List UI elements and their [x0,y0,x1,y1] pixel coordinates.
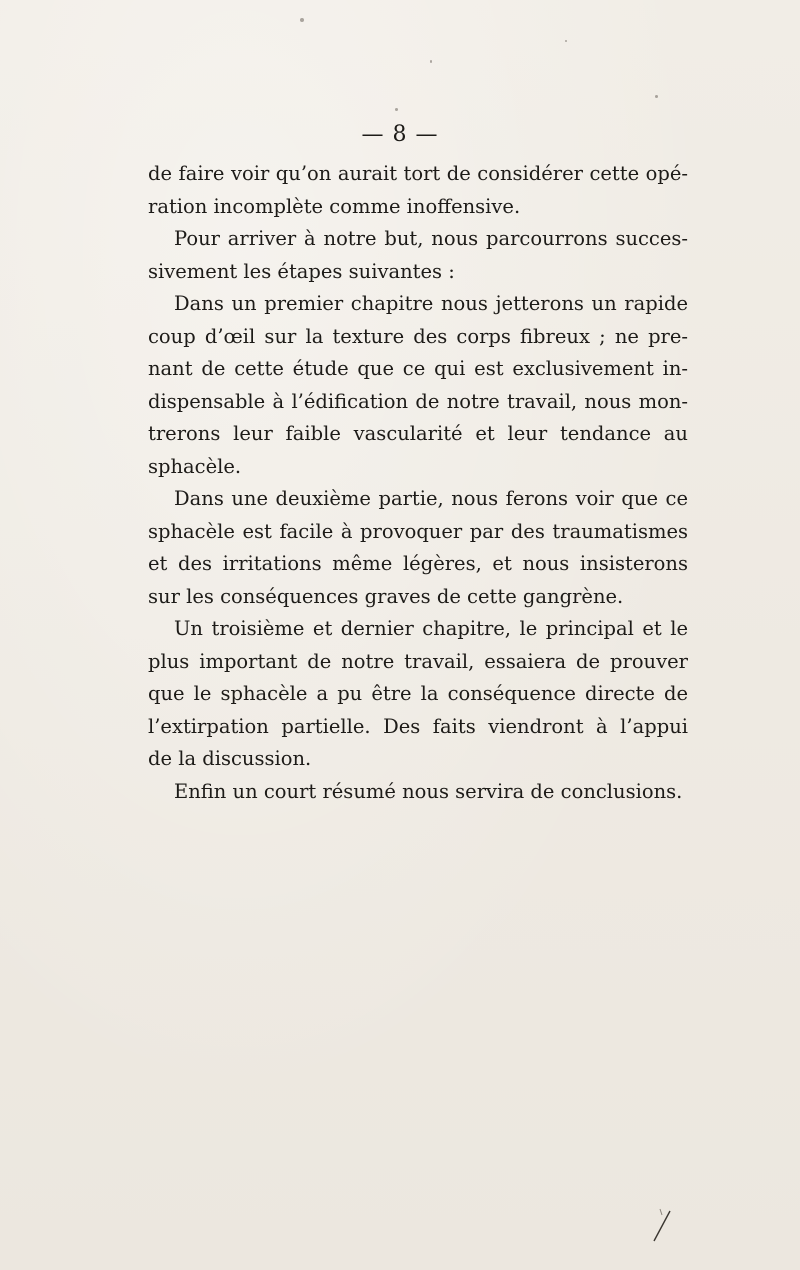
paper-speck [395,108,398,111]
text-line: coup d’œil sur la texture des corps fibreux ; ne pre- [148,324,688,348]
text-line: et des irritations même légères, et nous insisterons [148,552,688,575]
body-text [148,158,688,808]
pencil-mark [640,1205,680,1245]
text-line: nant de cette étude que ce qui est exclusivement in- [148,357,688,380]
text-line: Un troisième et dernier chapitre, le principal et le [174,617,688,640]
page-number: — 8 — [361,122,439,147]
text-line: que le sphacèle a pu être la conséquence directe de [148,682,688,705]
paper-speck [300,18,304,22]
text-line: l’extirpation partielle. Des faits viendront à l’appui [148,714,688,738]
text-line: Pour arriver à notre but, nous parcourrons succes- [174,227,688,250]
text-line: plus important de notre travail, essaiera de prouver [148,649,688,673]
text-line: sur les conséquences graves de cette gangrène. [148,584,624,608]
text-line: sivement les étapes suivantes : [148,259,455,283]
text-line: dispensable à l’édification de notre travail, nous mon- [148,389,688,413]
text-line: ration incomplète comme inoffensive. [148,194,521,218]
paper-speck [655,95,658,98]
text-line: Dans un premier chapitre nous jetterons un rapide [174,292,688,315]
paper-speck [430,60,432,63]
text-line: sphacèle est facile à provoquer par des traumatismes [148,519,688,543]
text-line: Enfin un court résumé nous servira de conclusions. [174,779,683,803]
paper-speck [565,40,567,42]
text-line: de faire voir qu’on aurait tort de considérer cette opé- [148,162,688,185]
text-line: de la discussion. [148,747,312,770]
text-line: Dans une deuxième partie, nous ferons voir que ce [174,487,688,510]
text-line: trerons leur faible vascularité et leur tendance au [148,422,688,445]
text-line: sphacèle. [148,454,242,478]
